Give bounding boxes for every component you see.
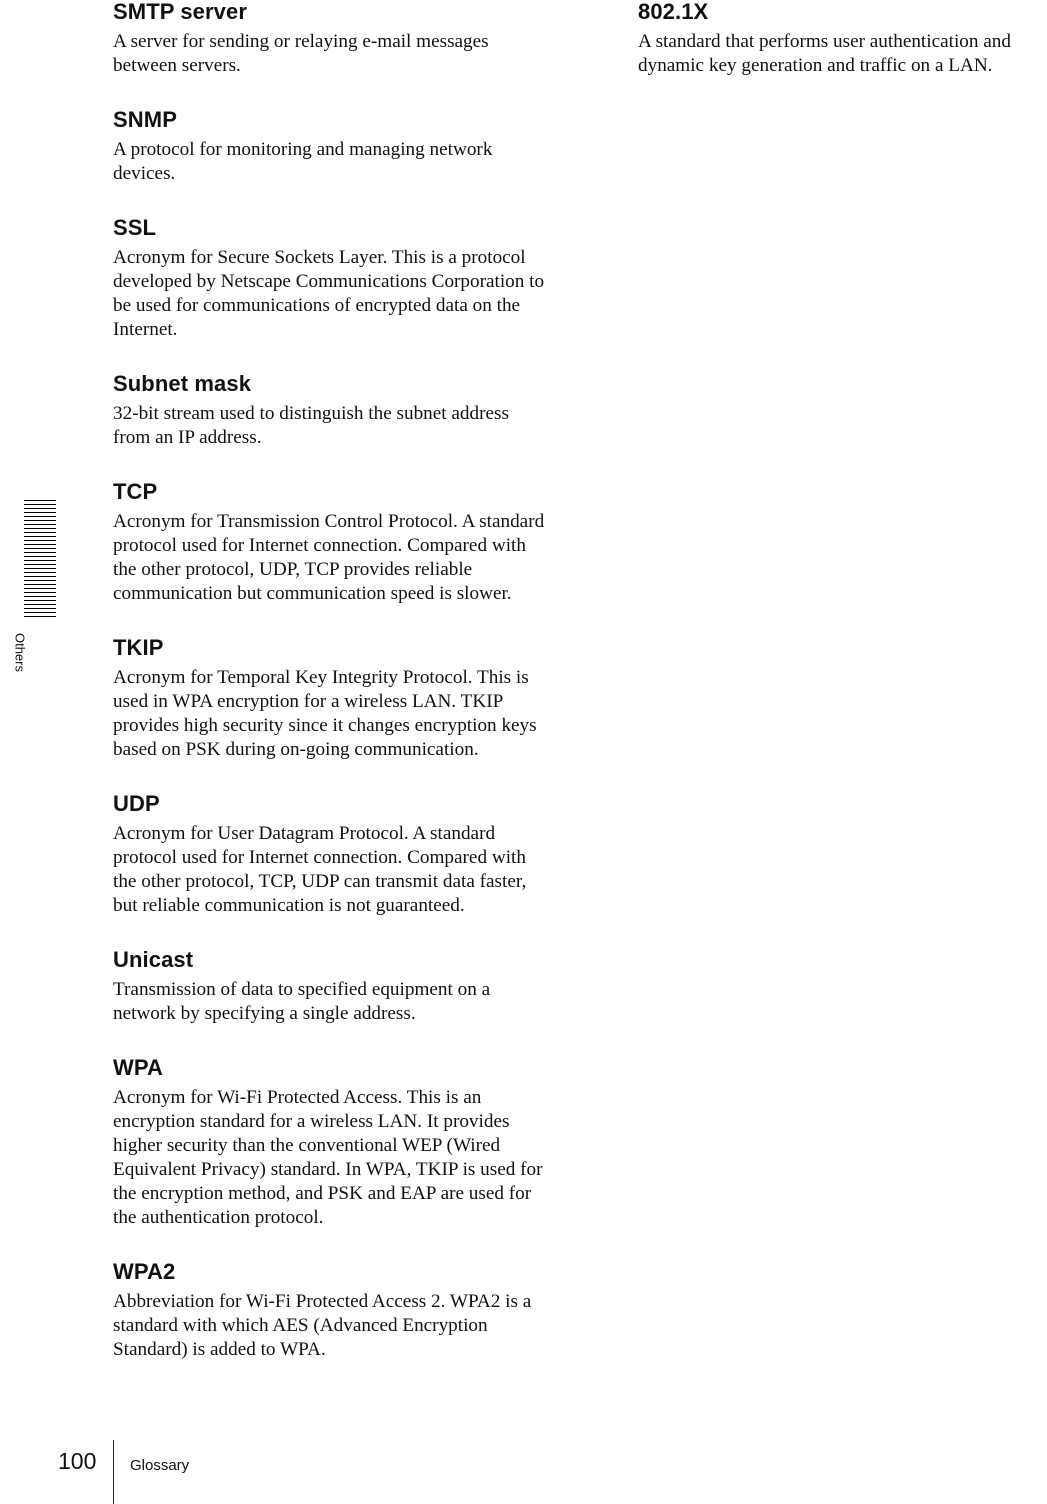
glossary-definition: Abbreviation for Wi-Fi Protected Access 2. WPA2 is a standard with which AES (Advanced Encryption Standard) is added to WPA.: [113, 1291, 532, 1360]
side-tab-stripes: [24, 500, 56, 620]
footer-section-name: Glossary: [130, 1457, 190, 1474]
glossary-entry: [113, 792, 583, 918]
glossary-entry: [113, 948, 583, 1026]
glossary-definition: Acronym for Transmission Control Protocol. A standard protocol used for Internet connection. Compared with the other protocol, UDP, TCP provides reliable communication but communication speed is slower.: [113, 511, 545, 604]
page-footer: [0, 1440, 1047, 1504]
glossary-definition: A protocol for monitoring and managing network devices.: [113, 139, 493, 184]
glossary-term: 802.1X: [638, 0, 709, 24]
glossary-term: WPA: [113, 1055, 163, 1080]
glossary-entry: [113, 0, 583, 78]
page-number: 100: [58, 1448, 97, 1474]
glossary-term: SMTP server: [113, 0, 247, 24]
glossary-term: Subnet mask: [113, 371, 252, 396]
right-column: [638, 0, 1047, 108]
glossary-term: SNMP: [113, 107, 177, 132]
glossary-definition: Acronym for User Datagram Protocol. A standard protocol used for Internet connection. Compared with the other protocol, TCP, UDP can transmit data faster, but reliable communication is not guaranteed.: [113, 823, 527, 916]
glossary-definition: Acronym for Secure Sockets Layer. This is a protocol developed by Netscape Communications Corporation to be used for communications of encrypted data on the Internet.: [113, 247, 545, 340]
side-tab-label: Others: [12, 632, 28, 672]
glossary-term: WPA2: [113, 1259, 176, 1284]
glossary-definition: A standard that performs user authentication and dynamic key generation and traffic on a LAN.: [638, 31, 1011, 76]
glossary-entry: [113, 1260, 583, 1362]
glossary-entry: [113, 480, 583, 606]
glossary-term: SSL: [113, 215, 157, 240]
glossary-term: UDP: [113, 791, 160, 816]
side-tab: [24, 500, 56, 620]
glossary-definition: Transmission of data to specified equipment on a network by specifying a single address.: [113, 979, 491, 1024]
glossary-definition: Acronym for Temporal Key Integrity Protocol. This is used in WPA encryption for a wireless LAN. TKIP provides high security since it changes encryption keys based on PSK during on-going communication.: [113, 667, 537, 760]
left-column: [113, 0, 583, 1392]
footer-divider: [113, 1440, 114, 1504]
glossary-term: TCP: [113, 479, 158, 504]
glossary-definition: 32-bit stream used to distinguish the subnet address from an IP address.: [113, 403, 509, 448]
glossary-term: Unicast: [113, 947, 194, 972]
glossary-entry: [113, 636, 583, 762]
glossary-entry: [113, 372, 583, 450]
glossary-definition: A server for sending or relaying e-mail messages between servers.: [113, 31, 489, 76]
glossary-entry: [638, 0, 1047, 78]
glossary-entry: [113, 1056, 583, 1230]
glossary-entry: [113, 216, 583, 342]
glossary-definition: Acronym for Wi-Fi Protected Access. This is an encryption standard for a wireless LAN. It provides higher security than the conventional WEP (Wired Equivalent Privacy) standard. In WPA, TKIP is used for the encryption method, and PSK and EAP are used for the authentication protocol.: [113, 1087, 543, 1228]
glossary-term: TKIP: [113, 635, 164, 660]
glossary-entry: [113, 108, 583, 186]
